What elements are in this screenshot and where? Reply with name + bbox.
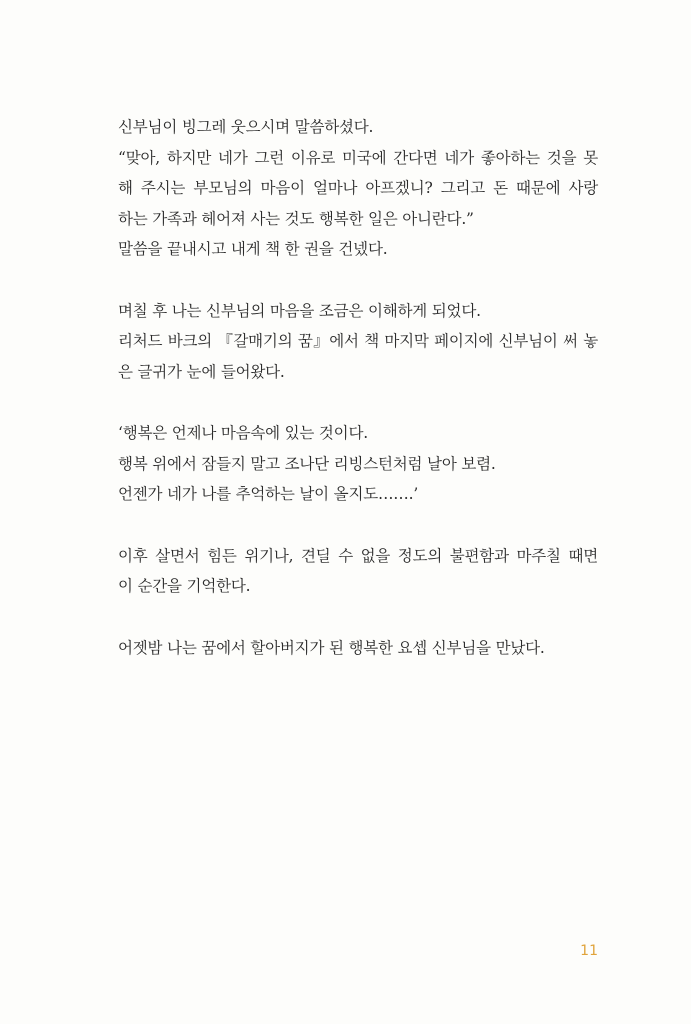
text-line: 언젠가 네가 나를 추억하는 날이 올지도…….’ [118,485,419,503]
text-line: 리처드 바크의 『갈매기의 꿈』에서 책 마지막 페이지에 신부님이 써 놓 [118,332,598,350]
text-line: 어젯밤 나는 꿈에서 할아버지가 된 행복한 요셉 신부님을 만났다. [118,638,545,657]
paragraph-4 [118,541,598,602]
text-line: ‘행복은 언제나 마음속에 있는 것이다. [118,424,368,442]
text-line: “맞아, 하지만 네가 그런 이유로 미국에 간다면 네가 좋아하는 것을 못 [118,148,598,167]
text-line: 며칠 후 나는 신부님의 마음을 조금은 이해하게 되었다. [118,301,481,320]
text-line: 하는 가족과 헤어져 사는 것도 행복한 일은 아니란다.” [118,209,474,228]
text-line: 행복 위에서 잠들지 말고 조나단 리빙스턴처럼 날아 보렴. [118,454,496,473]
text-line: 말씀을 끝내시고 내게 책 한 권을 건넸다. [118,240,388,258]
paragraph-3 [118,418,598,510]
body-text [118,112,598,663]
text-line: 해 주시는 부모님의 마음이 얼마나 아프겠니? 그리고 돈 때문에 사랑 [118,179,598,197]
paragraph-spacer [118,602,598,633]
page-number: 11 [580,943,598,959]
paragraph-2 [118,296,598,388]
text-line: 이후 살면서 힘든 위기나, 견딜 수 없을 정도의 불편함과 마주칠 때면 [118,546,598,565]
paragraph-spacer [118,510,598,541]
paragraph-spacer [118,265,598,296]
text-line: 신부님이 빙그레 웃으시며 말씀하셨다. [118,118,374,136]
text-line: 은 글귀가 눈에 들어왔다. [118,362,285,381]
paragraph-5 [118,633,598,664]
text-line: 이 순간을 기억한다. [118,577,251,595]
paragraph-spacer [118,387,598,418]
paragraph-1 [118,112,598,265]
